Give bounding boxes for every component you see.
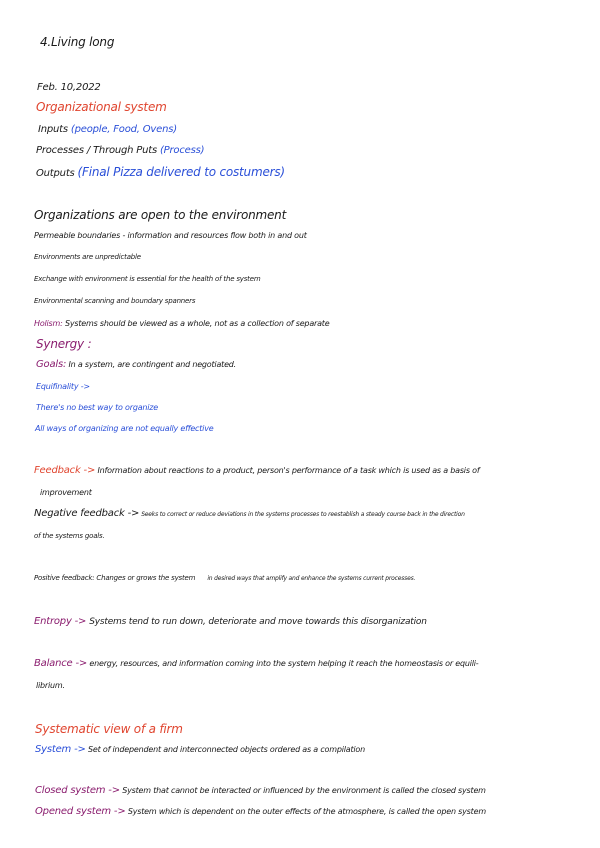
inputs-note: (people, Food, Ovens)	[70, 124, 177, 135]
negative-feedback-text-2: of the systems goals.	[34, 532, 105, 540]
holism-line	[34, 319, 329, 328]
entropy-text: Systems tend to run down, deteriorate and move towards this disorganization	[89, 617, 427, 627]
holism-text: Systems should be viewed as a whole, not as a collection of separate	[64, 319, 330, 328]
negative-feedback-line	[34, 508, 465, 519]
outputs-label: Outputs	[36, 168, 75, 179]
closed-system-line	[35, 785, 486, 796]
negative-feedback-label: Negative feedback ->	[34, 508, 140, 519]
entropy-label: Entropy ->	[34, 616, 87, 627]
feedback-text-2: improvement	[40, 488, 92, 497]
date-label: Feb. 10,2022	[37, 82, 101, 93]
equifinality-label: Equifinality ->	[36, 382, 90, 391]
environment-line-1: Permeable boundaries - information and resources flow both in and out	[34, 231, 307, 240]
synergy-label: Synergy :	[36, 337, 92, 351]
inputs-label: Inputs	[38, 124, 68, 135]
equifinality-line-1: There's no best way to organize	[36, 403, 159, 412]
processes-label: Processes / Through Puts	[36, 145, 157, 156]
page-title: 4.Living long	[40, 35, 115, 49]
environment-line-3: Exchange with environment is essential for the health of the system	[34, 275, 261, 283]
environment-line-4: Environmental scanning and boundary spanners	[34, 297, 196, 305]
feedback-label: Feedback ->	[34, 465, 96, 476]
inputs-line	[38, 124, 177, 135]
opened-system-label: Opened system ->	[35, 806, 126, 817]
firm-system-label: System ->	[35, 744, 86, 755]
holism-label: Holism:	[34, 319, 63, 328]
feedback-text-1: Information about reactions to a product, person's performance of a task which is used as a basis of	[97, 466, 480, 475]
outputs-line	[36, 165, 285, 179]
balance-label: Balance ->	[34, 658, 88, 669]
balance-text-1: energy, resources, and information coming into the system helping it reach the homeostasis or equili-	[89, 659, 479, 668]
entropy-line	[34, 616, 427, 627]
processes-line	[36, 145, 204, 156]
closed-system-text: System that cannot be interacted or influenced by the environment is called the closed system	[122, 786, 486, 795]
goals-line	[36, 359, 236, 370]
positive-feedback-line	[34, 574, 415, 582]
firm-system-line	[35, 744, 365, 755]
balance-text-2: librium.	[36, 681, 65, 690]
balance-line	[34, 658, 479, 669]
goals-label: Goals:	[36, 359, 67, 370]
opened-system-line	[35, 806, 486, 817]
closed-system-label: Closed system ->	[35, 785, 120, 796]
negative-feedback-text-1: Seeks to correct or reduce deviations in the systems processes to reestablish a steady course back in the direction	[141, 511, 465, 518]
opened-system-text: System which is dependent on the outer effects of the atmosphere, is called the open system	[127, 807, 486, 816]
org-system-heading: Organizational system	[36, 100, 167, 114]
equifinality-line-2: All ways of organizing are not equally effective	[35, 424, 214, 433]
environment-heading: Organizations are open to the environment	[34, 208, 287, 222]
environment-line-2: Environments are unpredictable	[34, 253, 141, 261]
outputs-note: (Final Pizza delivered to costumers)	[77, 165, 285, 179]
positive-feedback-text-1: Positive feedback: Changes or grows the system	[34, 574, 196, 582]
processes-note: (Process)	[159, 145, 205, 156]
goals-text: In a system, are contingent and negotiated.	[68, 360, 237, 369]
feedback-line	[34, 465, 479, 476]
firm-system-text: Set of independent and interconnected objects ordered as a compilation	[88, 745, 365, 754]
positive-feedback-text-2: in desired ways that amplify and enhance the systems current processes.	[207, 575, 416, 582]
firm-heading: Systematic view of a firm	[35, 722, 183, 736]
